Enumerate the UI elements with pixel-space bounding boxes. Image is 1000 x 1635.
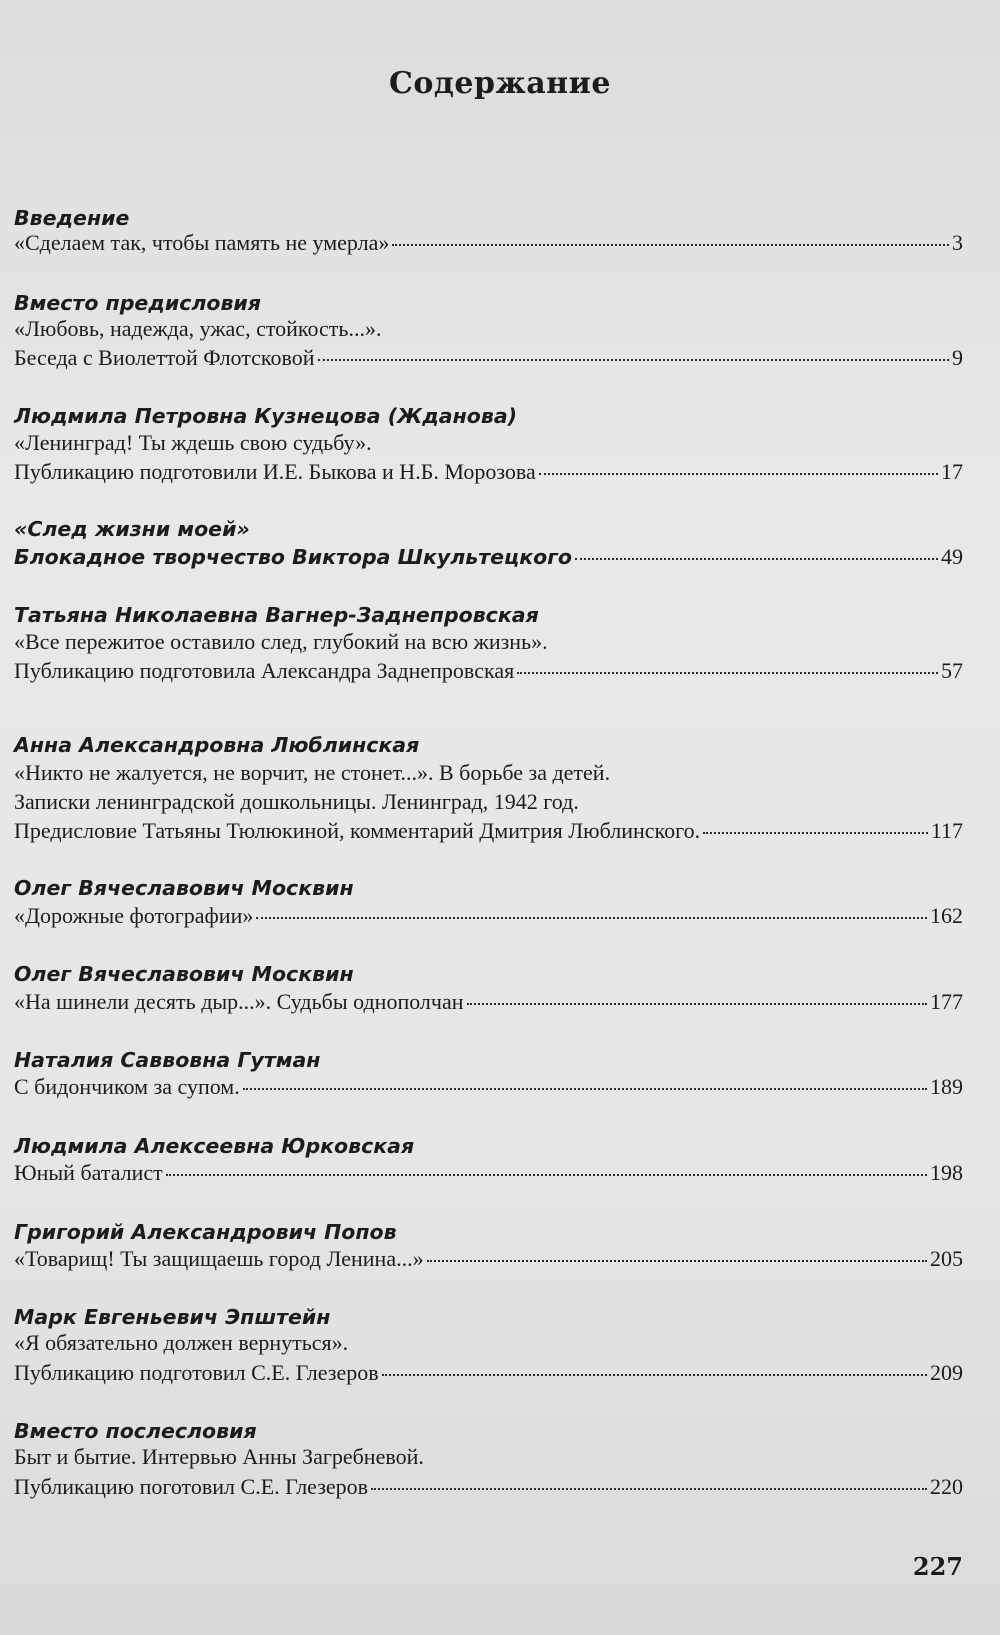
dot-leader — [243, 1088, 927, 1090]
toc-line — [14, 316, 963, 342]
toc-line — [14, 789, 963, 815]
page-ref: 177 — [930, 989, 963, 1014]
entry-heading: Татьяна Николаевна Вагнер-Заднепровская — [14, 603, 539, 627]
entry-heading: Анна Александровна Люблинская — [14, 733, 420, 757]
entry-heading: Олег Вячеславович Москвин — [14, 876, 354, 900]
entry-title: «Все пережитое оставило след, глубокий на всю жизнь». — [14, 629, 548, 654]
dot-leader — [467, 1003, 927, 1005]
toc-line — [14, 1160, 963, 1186]
entry-title: «Никто не жалуется, не ворчит, не стонет...». В борьбе за детей. — [14, 760, 611, 785]
page-ref: 49 — [941, 544, 963, 569]
dot-leader — [382, 1374, 927, 1376]
entry-heading: Вместо предисловия — [14, 291, 261, 315]
entry-heading: Введение — [14, 206, 130, 230]
page-ref: 9 — [952, 345, 963, 370]
toc-line — [14, 658, 963, 684]
dot-leader — [575, 558, 938, 560]
toc-line — [14, 1074, 963, 1100]
page-ref: 198 — [930, 1160, 963, 1185]
entry-title: Публикацию поготовил С.Е. Глезеров — [14, 1474, 369, 1499]
entry-title: «Товарищ! Ты защищаешь город Ленина...» — [14, 1246, 424, 1271]
entry-heading: Григорий Александрович Попов — [14, 1220, 397, 1244]
entry-title: «На шинели десять дыр...». Судьбы однополчан — [14, 989, 464, 1014]
toc-line — [14, 989, 963, 1015]
dot-leader — [427, 1260, 927, 1262]
page-ref: 17 — [941, 459, 963, 484]
page-ref: 189 — [930, 1074, 963, 1099]
entry-heading: Наталия Саввовна Гутман — [14, 1048, 321, 1072]
entry-heading: Вместо послесловия — [14, 1419, 257, 1443]
dot-leader — [539, 473, 938, 475]
entry-title: Публикацию подготовила Александра Заднепровская — [14, 658, 515, 683]
dot-leader — [166, 1174, 927, 1176]
entry-title: С бидончиком за супом. — [14, 1074, 240, 1099]
toc-line — [14, 430, 963, 456]
entry-heading: «След жизни моей» — [14, 517, 250, 541]
entry-heading: Марк Евгеньевич Эпштейн — [14, 1305, 331, 1329]
toc-line — [14, 760, 963, 786]
entry-heading: Олег Вячеславович Москвин — [14, 962, 354, 986]
dot-leader — [517, 672, 938, 674]
entry-title: «Ленинград! Ты ждешь свою судьбу». — [14, 430, 372, 455]
page-ref: 209 — [930, 1360, 963, 1385]
entry-title: «Я обязательно должен вернуться». — [14, 1330, 349, 1355]
page-ref: 220 — [930, 1474, 963, 1499]
entry-title: Публикацию подготовил С.Е. Глезеров — [14, 1360, 379, 1385]
dot-leader — [256, 917, 927, 919]
entry-heading: Людмила Петровна Кузнецова (Жданова) — [14, 404, 518, 428]
entry-title: Публикацию подготовили И.Е. Быкова и Н.Б. Морозова — [14, 459, 536, 484]
toc-line — [14, 544, 963, 570]
page-number: 227 — [912, 1552, 963, 1581]
toc-line — [14, 1474, 963, 1500]
toc-line — [14, 345, 963, 371]
toc-line — [14, 1330, 963, 1356]
page-ref: 3 — [952, 230, 963, 255]
page-ref: 162 — [930, 903, 963, 928]
entry-title: «Любовь, надежда, ужас, стойкость...». — [14, 316, 382, 341]
page-ref: 117 — [930, 818, 963, 843]
page-ref: 205 — [930, 1246, 963, 1271]
entry-title: Предисловие Татьяны Тюлюкиной, комментарий Дмитрия Люблинского. — [14, 818, 701, 843]
entry-title: «Сделаем так, чтобы память не умерла» — [14, 230, 390, 255]
toc-line — [14, 1444, 963, 1470]
toc-line — [14, 818, 963, 844]
toc-line — [14, 1360, 963, 1386]
dot-leader — [318, 359, 950, 361]
dot-leader — [703, 832, 928, 834]
entry-title: «Дорожные фотографии» — [14, 903, 254, 928]
entry-title: Беседа с Виолеттой Флотсковой — [14, 345, 315, 370]
toc-line — [14, 230, 963, 256]
entry-title: Записки ленинградской дошкольницы. Ленинград, 1942 год. — [14, 789, 579, 814]
toc-line — [14, 629, 963, 655]
toc-line — [14, 459, 963, 485]
toc-line — [14, 1246, 963, 1272]
page-title: Содержание — [389, 66, 611, 101]
dot-leader — [371, 1488, 927, 1490]
entry-heading: Людмила Алексеевна Юрковская — [14, 1134, 415, 1158]
entry-title: Быт и бытие. Интервью Анны Загребневой. — [14, 1444, 424, 1469]
entry-title: Юный баталист — [14, 1160, 163, 1185]
entry-title: Блокадное творчество Виктора Шкультецкого — [14, 545, 572, 569]
dot-leader — [392, 244, 949, 246]
toc-line — [14, 903, 963, 929]
page-ref: 57 — [941, 658, 963, 683]
